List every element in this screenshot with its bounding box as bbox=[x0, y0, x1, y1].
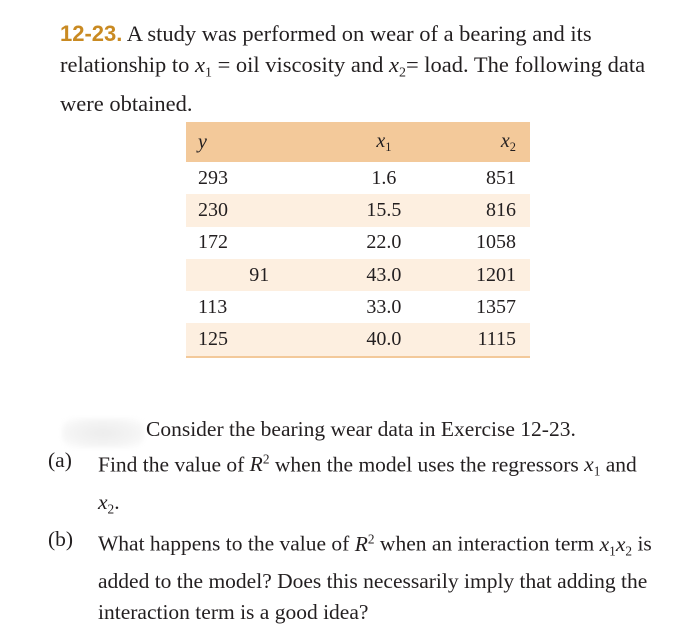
table-header-row bbox=[186, 122, 530, 162]
r-squared bbox=[250, 452, 270, 476]
header-x1 bbox=[341, 122, 426, 162]
cell-x1: 40.0 bbox=[341, 323, 426, 356]
header-y: y bbox=[186, 122, 341, 162]
cell-x2: 1058 bbox=[426, 227, 530, 259]
header-x2-letter: x bbox=[500, 129, 510, 152]
part-a-text-4: . bbox=[114, 489, 120, 514]
r-superscript: 2 bbox=[262, 451, 270, 467]
part-b-text-1: What happens to the value of bbox=[98, 531, 350, 556]
table-row bbox=[186, 162, 530, 194]
x1-letter: x bbox=[194, 52, 205, 77]
bearing-wear-data-table bbox=[186, 122, 530, 358]
x1-variable bbox=[584, 451, 601, 479]
x2-subscript: 2 bbox=[107, 500, 115, 516]
cell-y: 125 bbox=[186, 323, 341, 356]
x2-variable bbox=[389, 52, 406, 81]
cell-x2: 1357 bbox=[426, 291, 530, 323]
cell-y: 113 bbox=[186, 291, 341, 323]
exercise-part-b bbox=[48, 524, 658, 627]
part-b-text-2: when an interaction term bbox=[379, 531, 595, 556]
cell-y: 91 bbox=[186, 259, 341, 291]
part-b-text bbox=[98, 524, 658, 627]
part-a-text-1: Find the value of bbox=[98, 451, 245, 476]
part-a-text-3: and bbox=[605, 451, 637, 476]
x1-subscript: 1 bbox=[204, 65, 212, 81]
x1-definition: = oil viscosity and bbox=[217, 52, 384, 77]
x1-letter: x bbox=[599, 531, 610, 556]
cell-y: 293 bbox=[186, 162, 341, 194]
x2-letter: x bbox=[389, 52, 400, 77]
r-letter: R bbox=[354, 531, 368, 556]
cell-x2: 816 bbox=[426, 194, 530, 226]
cell-x1: 33.0 bbox=[341, 291, 426, 323]
header-x2 bbox=[426, 122, 530, 162]
x2-subscript: 2 bbox=[399, 65, 406, 81]
x1-letter: x bbox=[584, 451, 594, 476]
x2-variable bbox=[98, 490, 114, 514]
part-b-label: (b) bbox=[48, 527, 74, 552]
table-row bbox=[186, 323, 530, 356]
x2-letter: x bbox=[615, 531, 626, 556]
x1-subscript: 1 bbox=[609, 542, 616, 558]
part-b-text-3: is added to the model? Does this necessarily imply that adding the interaction term is a good idea? bbox=[98, 531, 652, 624]
cell-y: 230 bbox=[186, 194, 341, 226]
x2-letter: x bbox=[98, 489, 108, 514]
header-x1-subscript: 1 bbox=[385, 139, 392, 154]
cell-x2: 1115 bbox=[426, 323, 530, 356]
exercise-intro: Consider the bearing wear data in Exercise 12-23. bbox=[146, 417, 576, 441]
problem-number: 12-23. bbox=[60, 21, 123, 46]
x2-subscript: 2 bbox=[625, 542, 633, 558]
header-x1-letter: x bbox=[376, 129, 386, 152]
header-x2-subscript: 2 bbox=[509, 139, 516, 154]
r-letter: R bbox=[249, 451, 263, 476]
interaction-term bbox=[600, 532, 632, 556]
x1-subscript: 1 bbox=[593, 463, 601, 479]
x1-variable bbox=[194, 52, 212, 81]
cell-x2: 851 bbox=[426, 162, 530, 194]
problem-text-intro: A study was performed on wear of a bearing and its relationship to bbox=[60, 21, 592, 77]
cell-x1: 43.0 bbox=[341, 259, 426, 291]
problem-statement bbox=[60, 18, 670, 119]
part-a-text-2: when the model uses the regressors bbox=[274, 451, 579, 476]
table-row bbox=[186, 227, 530, 259]
part-a-label: (a) bbox=[48, 447, 72, 472]
cell-y: 172 bbox=[186, 227, 341, 259]
x2-definition: = load. The following data were obtained. bbox=[60, 52, 646, 117]
cell-x1: 22.0 bbox=[341, 227, 426, 259]
cell-x1: 15.5 bbox=[341, 194, 426, 226]
r-squared bbox=[355, 532, 375, 556]
table-row bbox=[186, 291, 530, 323]
part-a-text bbox=[98, 445, 658, 525]
cell-x1: 1.6 bbox=[341, 162, 426, 194]
table-row bbox=[186, 194, 530, 226]
r-superscript: 2 bbox=[367, 531, 375, 547]
table-row bbox=[186, 259, 530, 291]
exercise-question bbox=[48, 414, 658, 627]
exercise-part-a bbox=[48, 445, 658, 525]
cell-x2: 1201 bbox=[426, 259, 530, 291]
